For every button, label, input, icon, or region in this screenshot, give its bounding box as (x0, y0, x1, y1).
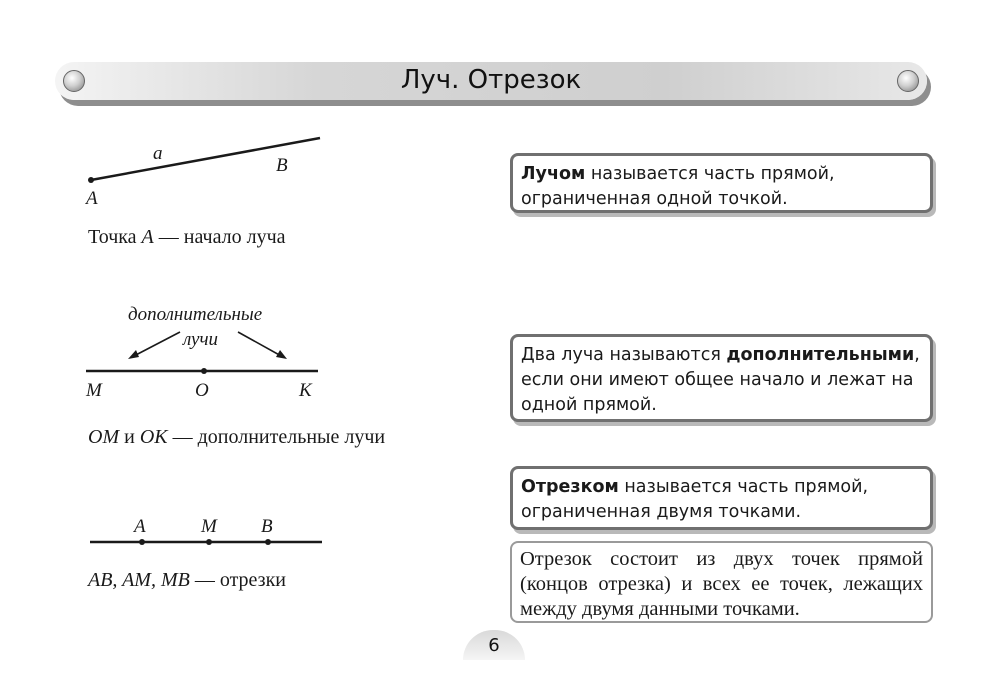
page-title: Луч. Отрезок (400, 65, 582, 95)
ray-point-label-b: B (276, 155, 288, 176)
point-m (206, 539, 212, 545)
point-b (265, 539, 271, 545)
point-label-k: K (299, 380, 312, 401)
caption-ray (88, 226, 286, 249)
caption-ray-om: OM (88, 426, 120, 448)
caption-ray-after: — начало луча (153, 226, 286, 248)
segment-label-m: M (201, 516, 217, 537)
definition-segment-text: называется часть прямой, ограниченная двумя точками. (521, 477, 869, 522)
ray-line-label: a (153, 143, 163, 164)
point-a (139, 539, 145, 545)
caption-segments-list: AB, AM, MB (88, 569, 190, 591)
caption-segments (88, 569, 286, 592)
definition-complementary-box (510, 334, 933, 422)
caption-complementary (88, 426, 385, 449)
definition-complementary-before: Два луча называются (521, 345, 727, 365)
point-o (201, 368, 207, 374)
definition-segment-box (510, 466, 933, 530)
caption-ray-point: A (141, 226, 154, 248)
segment-note-text: Отрезок состоит из двух точек прямой (концов отрезка) и всех ее точек, лежащих между двумя данными точками. (520, 548, 923, 620)
ray-start-point (88, 177, 94, 183)
annotation-arrow-right (238, 332, 283, 357)
annotation-arrow-left (132, 332, 180, 357)
arrow-right-head-icon (276, 350, 287, 359)
point-label-m: M (86, 380, 102, 401)
term-complementary: дополнительными (726, 345, 915, 365)
definition-ray-box (510, 153, 933, 213)
definition-complementary-after: , если они имеют общее начало и лежат на одной прямой. (521, 345, 920, 415)
figure-complementary-rays (85, 304, 318, 401)
term-ray: Лучом (521, 164, 586, 184)
figure-segments (90, 516, 322, 545)
caption-segments-after: — отрезки (189, 569, 286, 591)
ray-point-label-a: A (86, 188, 98, 209)
caption-ray-before: Точка (88, 226, 142, 248)
caption-complementary-after: — дополнительные лучи (167, 426, 386, 448)
definition-ray-text: называется часть прямой, ограниченная одной точкой. (521, 164, 835, 209)
segment-label-a: A (134, 516, 146, 537)
annotation-line2: лучи (183, 329, 219, 350)
segment-label-b: B (261, 516, 273, 537)
annotation-line1: дополнительные (128, 304, 263, 325)
caption-ray-ok: OK (139, 426, 168, 448)
segment-note-box (510, 541, 933, 623)
page-number: 6 (463, 630, 525, 660)
term-segment: Отрезком (521, 477, 619, 497)
figure-ray (84, 138, 320, 209)
caption-and: и (119, 426, 140, 448)
point-label-o: O (195, 380, 209, 401)
arrow-left-head-icon (128, 350, 139, 359)
